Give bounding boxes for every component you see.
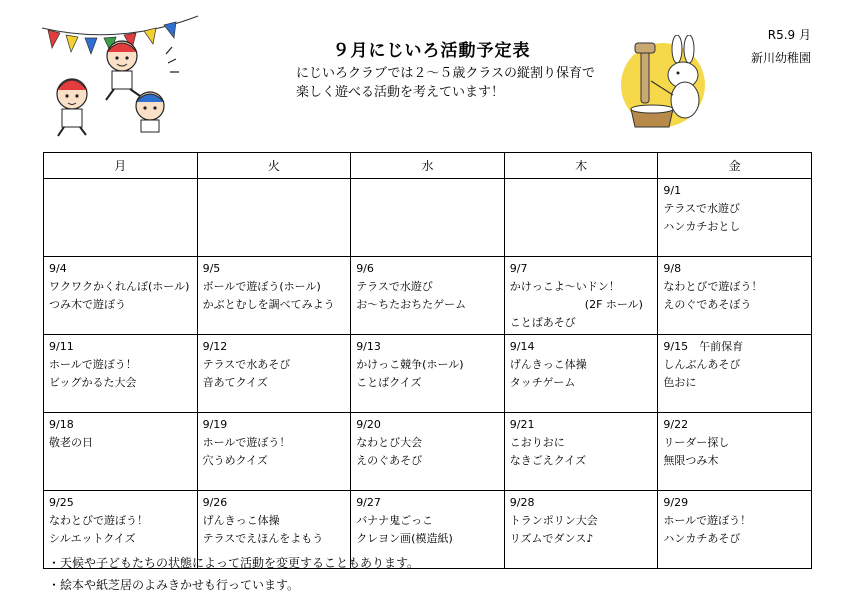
cell-date: 9/28 — [509, 496, 535, 509]
day-cell — [504, 491, 658, 569]
day-cell — [197, 257, 351, 335]
day-cell — [504, 335, 658, 413]
intro-text — [296, 64, 595, 102]
activity-item: なきごえクイズ — [509, 454, 587, 467]
cell-date: 9/19 — [202, 418, 228, 431]
activity-item: なわとびで遊ぼう！ — [663, 280, 763, 293]
day-header-wed: 水 — [351, 153, 505, 179]
day-cell — [504, 257, 658, 335]
cell-date: 9/1 — [663, 184, 682, 197]
activity-item: ワクワクかくれんぼ(ホール) — [49, 280, 190, 293]
activity-item: リズムでダンス♪ — [509, 532, 594, 545]
activity-item: ホールで遊ぼう！ — [49, 358, 137, 371]
day-cell — [44, 257, 198, 335]
day-cell — [44, 413, 198, 491]
cell-date: 9/29 — [663, 496, 689, 509]
activity-item: タッチゲーム — [509, 376, 576, 389]
day-header-tue: 火 — [197, 153, 351, 179]
cell-date: 9/7 — [509, 262, 528, 275]
day-cell — [351, 179, 505, 257]
activity-item: 色おに — [663, 376, 697, 389]
activity-item: リーダー探し — [663, 436, 730, 449]
cell-date: 9/18 — [49, 418, 74, 431]
day-cell — [197, 335, 351, 413]
activity-item: 無限つみ木 — [663, 454, 719, 467]
activity-item: テラスで水あそび — [202, 358, 291, 371]
day-header-row — [44, 153, 812, 179]
activity-item: 敬老の日 — [49, 436, 93, 449]
page-title: ９月にじいろ活動予定表 — [332, 41, 531, 61]
week-row-3 — [44, 335, 812, 413]
cell-date: 9/26 — [202, 496, 228, 509]
day-cell — [197, 179, 351, 257]
activity-item: バナナ鬼ごっこ — [356, 514, 433, 527]
day-header-mon: 月 — [44, 153, 198, 179]
activity-item: つみ木で遊ぼう — [49, 298, 126, 311]
day-cell — [658, 413, 812, 491]
cell-date: 9/14 — [509, 340, 535, 353]
cell-date: 9/4 — [49, 262, 67, 275]
cell-date: 9/22 — [663, 418, 689, 431]
day-cell — [658, 491, 812, 569]
activity-item: 音あてクイズ — [202, 376, 268, 389]
cell-date: 9/21 — [509, 418, 535, 431]
cell-date: 9/25 — [49, 496, 74, 509]
activity-item: お～ちたおちたゲーム — [356, 298, 467, 311]
activity-item: かけっこよ～いドン！ — [509, 280, 620, 293]
note-item: ・天候や子どもたちの状態によって活動を変更することもあります。 — [48, 556, 420, 570]
activity-item: ことばクイズ — [356, 376, 422, 389]
day-cell — [658, 179, 812, 257]
activity-item: しんぶんあそび — [663, 358, 741, 371]
activity-item: テラスで水遊び — [356, 280, 433, 293]
cell-date: 9/20 — [356, 418, 381, 431]
activity-item: (2F ホール) — [584, 298, 643, 311]
day-cell — [351, 257, 505, 335]
day-cell — [44, 179, 198, 257]
activity-item: ことばあそび — [509, 316, 576, 329]
header-meta — [751, 24, 811, 70]
day-cell — [504, 179, 658, 257]
day-header-thu: 木 — [504, 153, 658, 179]
activity-item: げんきっこ体操 — [202, 514, 280, 527]
activity-item: ハンカチおとし — [663, 220, 741, 233]
issue-date: R5.9 月 — [767, 28, 811, 42]
day-cell — [351, 413, 505, 491]
week-row-4 — [44, 413, 812, 491]
activity-item: えのぐあそび — [356, 454, 423, 467]
activity-item: ビッグかるた大会 — [49, 376, 137, 389]
activity-item: えのぐであそぼう — [663, 298, 752, 311]
activity-item: ホールで遊ぼう！ — [663, 514, 752, 527]
activity-item: なわとびで遊ぼう！ — [49, 514, 148, 527]
activity-item: テラスで水遊び — [663, 202, 741, 215]
activity-item: ボールで遊ぼう(ホール) — [202, 280, 321, 293]
note-item: ・絵本や紙芝居のよみきかせも行っています。 — [48, 578, 300, 592]
activity-item: かぶとむしを調べてみよう — [202, 298, 335, 311]
day-cell — [197, 413, 351, 491]
activity-item: げんきっこ体操 — [509, 358, 587, 371]
intro-line-1: にじいろクラブでは２～５歳クラスの縦割り保育で — [296, 66, 596, 81]
day-cell — [504, 413, 658, 491]
activity-item: ハンカチあそび — [663, 532, 741, 545]
cell-date: 9/12 — [202, 340, 228, 353]
intro-line-2: 楽しく遊べる活動を考えています！ — [296, 85, 505, 100]
kids-running-illustration — [40, 8, 200, 138]
notes — [48, 552, 419, 596]
day-cell — [658, 335, 812, 413]
cell-date: 9/11 — [49, 340, 74, 353]
activity-calendar — [43, 152, 812, 569]
activity-item: 穴うめクイズ — [202, 454, 268, 467]
day-cell — [44, 335, 198, 413]
cell-date: 9/15 午前保育 — [663, 340, 744, 353]
cell-date: 9/27 — [356, 496, 381, 509]
activity-item: テラスでえほんをよもう — [202, 532, 324, 545]
cell-date: 9/6 — [356, 262, 374, 275]
activity-item: ホールで遊ぼう！ — [202, 436, 291, 449]
cell-date: 9/13 — [356, 340, 381, 353]
activity-item: シルエットクイズ — [49, 532, 136, 545]
activity-item: こおりおに — [509, 436, 565, 449]
moon-rabbit-illustration — [615, 35, 720, 135]
day-header-fri: 金 — [658, 153, 812, 179]
week-row-2 — [44, 257, 812, 335]
day-cell — [658, 257, 812, 335]
cell-date: 9/8 — [663, 262, 682, 275]
cell-date: 9/5 — [202, 262, 221, 275]
activity-item: トランポリン大会 — [509, 514, 598, 527]
day-cell — [351, 335, 505, 413]
school-name: 新川幼稚園 — [750, 51, 811, 65]
activity-item: かけっこ競争(ホール) — [356, 358, 464, 371]
activity-item: なわとび大会 — [356, 436, 423, 449]
activity-item: クレヨン画(模造紙) — [356, 532, 453, 545]
week-row-1 — [44, 179, 812, 257]
